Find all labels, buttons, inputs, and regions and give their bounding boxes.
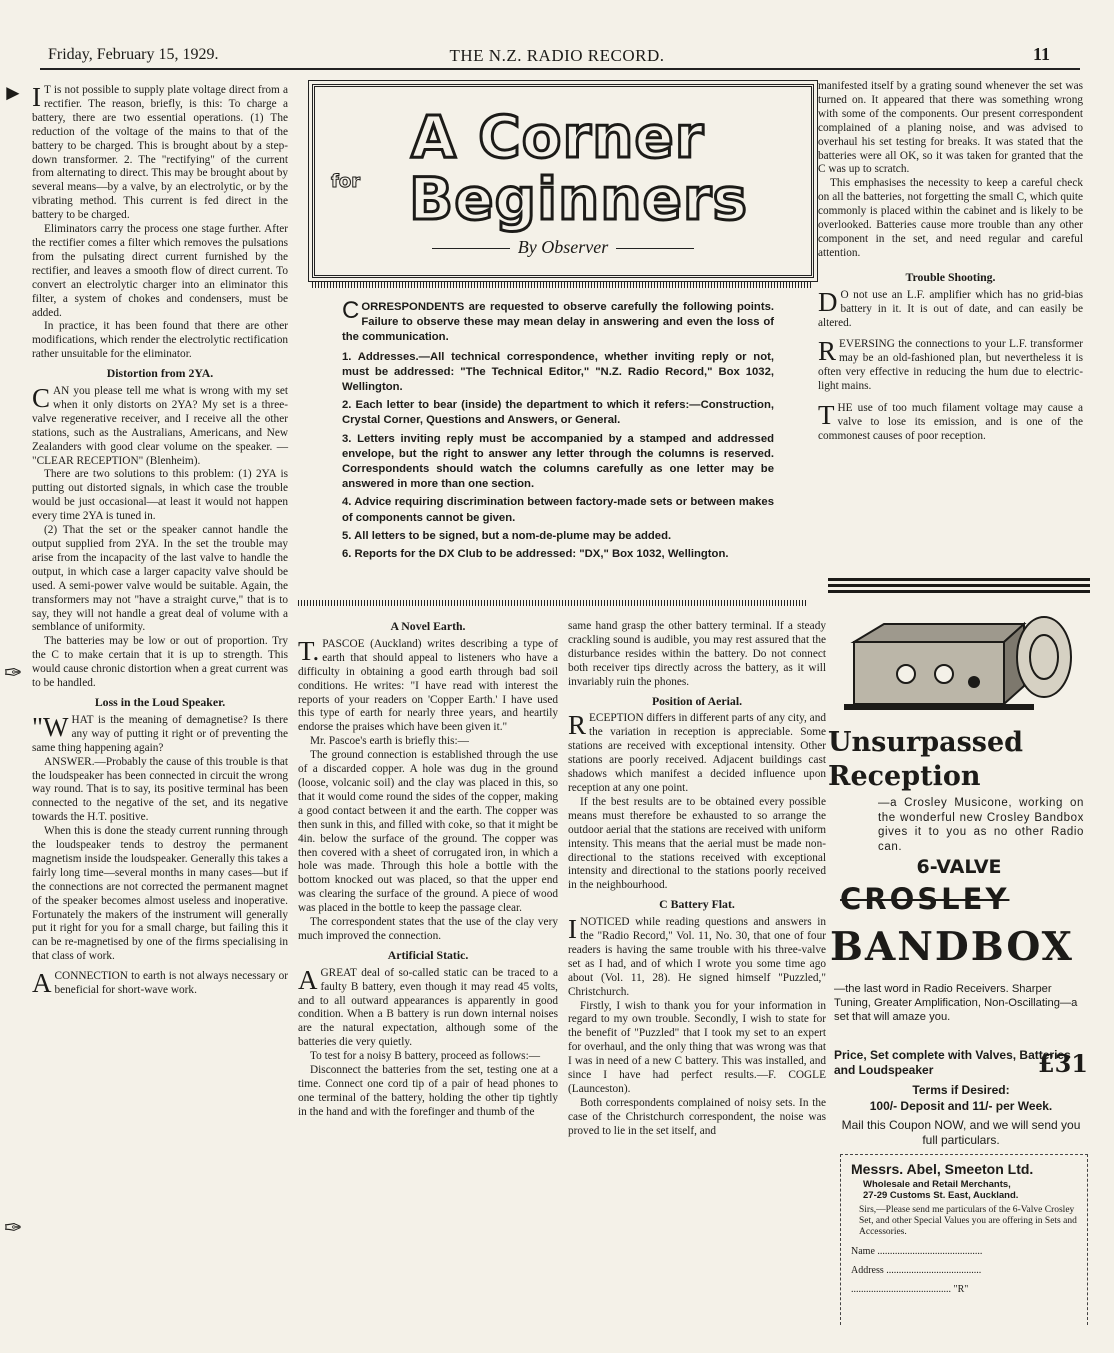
paragraph: If the best results are to be obtained every possible means must therefore be exhausted to so arrange the outdoor aerial that the stations are received with uniform intensity. This means that the aerial must be made non-directional to the stations received with exceptional intensity and directional to the stations poorly received in the neighbourhood. bbox=[568, 795, 826, 892]
paragraph: Eliminators carry the process one stage further. After the rectifier comes a filter which removes the pulsations from the pulsating direct current furnished by the rectifier, and leaves a smooth flow of direct current. To convert an electrolytic charger into an eliminator this filter, a system of chokes and condensers, must be added. bbox=[32, 223, 288, 319]
coupon-firm: Messrs. Abel, Smeeton Ltd. bbox=[851, 1161, 1034, 1177]
banner-title-line2: Beginners bbox=[409, 165, 748, 233]
banner-title-line1: A Corner bbox=[411, 103, 705, 171]
page-number: 11 bbox=[1032, 44, 1050, 64]
divider bbox=[298, 600, 808, 606]
paragraph: same hand grasp the other battery terminal. If a steady crackling sound is audible, you may rest assured that the disturbance resides within the battery. Do not connect both receiver tips directly across the battery, as it will invariably ruin the phones. bbox=[568, 620, 826, 688]
ad-rules bbox=[828, 578, 1090, 593]
paragraph: D O not use an L.F. amplifier which has no grid-bias battery in it. It is out of date, and can easily be altered. bbox=[818, 286, 1083, 329]
section-heading-trouble: Trouble Shooting. bbox=[905, 269, 996, 284]
ad-headline: Unsurpassed Reception bbox=[828, 727, 1024, 792]
paragraph: The ground connection is established through the use of a discarded copper. A hole was dug in the ground (loose, volcanic soil) and the clay was placed in this, so that it would come round the sides of the copper, making a good contact between it and the earth. The copper was then sunk in this, and filled with coke, so that it might be 4in. below the surface of the ground. The copper was then covered with a sheet of corrugated iron, in which a hole was made. Through this hole a bottle with the bottom knocked out was placed, so that the upper end was clearing the surface of the ground. A piece of wood was placed in the bottle to keep the passage clear. bbox=[298, 749, 558, 915]
column-3 bbox=[568, 620, 826, 1139]
drop-cap: R bbox=[568, 710, 587, 741]
notice-point: 4. Advice requiring discrimination between factory-made sets or between makes of components cannot be given. bbox=[342, 496, 774, 524]
paragraph: Firstly, I wish to thank you for your information in regard to my own trouble. Secondly, I wish to state for the benefit of "Puzzled" that I took my set to an expert for overhaul, and the only thing that was wrong was that I was in need of a new C battery. This was installed, and since I have had perfect results.—F. COGLE (Launceston). bbox=[568, 999, 826, 1095]
paragraph: This emphasises the necessity to keep a careful check on all the batteries, not forgetting the small C, which quite commonly is placed within the cabinet and is likely to be overlooked. Batteries cause more trouble than any other component in the set, and need regular and careful attention. bbox=[818, 177, 1083, 259]
coupon-form bbox=[840, 1154, 1088, 1325]
paragraph: Mr. Pascoe's earth is briefly this:— bbox=[310, 735, 469, 748]
drop-cap: T bbox=[818, 400, 835, 431]
paragraph: RECEPTION differs in different parts of any city, and the variation in reception is appreciable. Some stations are received with exceptional intensity. Other stations are poorly received. Adjacent buildings cast shadows which manifest a decided influence upon reception at any one point. bbox=[568, 710, 826, 794]
coupon-extra-line[interactable]: ........................................ "R" bbox=[851, 1284, 969, 1295]
ad-price-block bbox=[834, 1048, 1088, 1078]
drop-cap: A bbox=[32, 968, 52, 999]
section-heading-cbattery: C Battery Flat. bbox=[659, 897, 735, 912]
issue-date: Friday, February 15, 1929. bbox=[48, 46, 219, 63]
notice-point: 1. Addresses.—All technical correspondence, whether inviting reply or not, must be addressed: "The Technical Editor," "N.Z. Radio Record," Box 1032, Wellington. bbox=[342, 350, 774, 394]
notice-point: 5. All letters to be signed, but a nom-de-plume may be added. bbox=[342, 529, 672, 542]
publication-title: THE N.Z. RADIO RECORD. bbox=[449, 46, 665, 65]
paragraph: INOTICED while reading questions and answers in the "Radio Record," Vol. 11, No. 30, that one of four readers is having the same trouble with his three-valve set as I had, and of which I wrote you some time ago about (Vol. 11, 28). He signed himself "Puzzled," Christchurch. bbox=[568, 914, 826, 998]
section-heading-loss: Loss in the Loud Speaker. bbox=[94, 694, 226, 709]
paragraph: The batteries may be low or out of proportion. Try the C to make certain that it is up to strength. This would cause chronic distortion when a great current was to be handled. bbox=[32, 635, 288, 690]
ad-terms-detail: 100/- Deposit and 11/- per Week. bbox=[869, 1099, 1053, 1113]
drop-cap: D bbox=[818, 286, 838, 317]
drop-cap: T. bbox=[298, 635, 320, 666]
notice-lead: CORRESPONDENTS are requested to observe carefully the following points. Failure to observe these may mean delay in answering and even the loss of the communication. bbox=[342, 297, 774, 344]
correspondents-notice bbox=[342, 297, 774, 565]
ad-terms bbox=[834, 1082, 1088, 1114]
paragraph: When this is done the steady current running through the loudspeaker tends to destroy the permanent magnetism inside the loudspeaker. Generally this takes a fairly long time—several months in many cases—but if the connections are not corrected the permanent magnet of the speaker becomes almost useless and inoperative. Fortunately the makers of the instrument will generally put it right for you for a small charge, but failing this it can be re-magnetised by one of the firms specialising in that class of work. bbox=[32, 825, 288, 963]
ad-valve-label: 6-VALVE bbox=[916, 856, 1002, 878]
paragraph: In practice, it has been found that there are other modifications, which render the electrolytic rectification rather unsuitable for the eliminator. bbox=[32, 320, 288, 361]
ad-mail-text: Mail this Coupon NOW, and we will send you full particulars. bbox=[841, 1118, 1081, 1147]
drop-cap: "W bbox=[32, 711, 69, 742]
paragraph: CAN you please tell me what is wrong with my set when it only distorts on 2YA? My set is a three-valve regenerative receiver, and I receive all the other stations, such as the Australians, Americans, and New Zealanders with good clear volume on the speaker. — "CLEAR RECEPTION" (Blenheim). bbox=[32, 383, 288, 467]
drop-cap: I bbox=[32, 82, 41, 112]
paragraph: THE use of too much filament voltage may cause a valve to lose its emission, and is one of the commonest causes of poor reception. bbox=[818, 400, 1083, 442]
paragraph: "WHAT is the meaning of demagnetise? Is there any way of putting it right or of preventing the same thing happening again? bbox=[32, 711, 288, 754]
banner-byline: By Observer bbox=[315, 237, 811, 258]
notice-point: 2. Each letter to bear (inside) the department to which it refers:—Construction, Crystal Corner, Questions and Answers, or General. bbox=[342, 399, 774, 427]
ad-terms-title: Terms if Desired: bbox=[912, 1083, 1010, 1097]
drop-cap: A bbox=[298, 964, 318, 995]
drop-cap: I bbox=[568, 914, 577, 945]
paragraph: ACONNECTION to earth is not always necessary or beneficial for short-wave work. bbox=[32, 968, 288, 999]
paragraph: I T is not possible to supply plate voltage direct from a rectifier. The reason, briefly, is this: To charge a battery, there are two essential operations. (1) The reduction of the voltage of the mains to that of the battery to be charged. This is brought about by a step-down transformer. 2. The "rectifying" of the current from alternating to direct. This may be brought about by several means—by a valve, by an electrolytic, or by the vibrating method. This current is fed direct in the battery to be charged. bbox=[32, 82, 288, 222]
page-header bbox=[0, 18, 1114, 65]
divider bbox=[312, 282, 812, 288]
ad-subtext: —a Crosley Musicone, working on the wonderful new Crosley Bandbox gives it to you as no other Radio can. bbox=[878, 797, 1084, 853]
coupon-address-line1: Wholesale and Retail Merchants, bbox=[863, 1179, 1011, 1190]
ad-crosley-logo: CROSLEY bbox=[840, 882, 1010, 916]
section-heading-earth: A Novel Earth. bbox=[390, 619, 466, 633]
notice-point: 3. Letters inviting reply must be accompanied by a stamped and addressed envelope, but the right to answer any letter through the columns is reserved. Correspondents should watch the columns carefully as one letter may be answered in more than one section. bbox=[342, 432, 774, 491]
corner-banner bbox=[312, 84, 814, 278]
paragraph: AGREAT deal of so-called static can be traced to a faulty B battery, even though it may read 45 volts, and to all outward appearances is apparently in good condition. When a B battery is run down internal noises are the natural expectation, although some of the batteries die very quietly. bbox=[298, 964, 558, 1049]
paragraph: Disconnect the batteries from the set, testing one at a time. Connect one cord tip of a pair of head phones to one terminal of the battery, holding the other tip tightly in the hand and with the forefinger and thumb of the bbox=[298, 1064, 558, 1118]
drop-cap: C bbox=[342, 297, 360, 324]
paragraph: To test for a noisy B battery, proceed as follows:— bbox=[310, 1050, 541, 1063]
crosley-advertisement bbox=[828, 578, 1090, 1338]
notice-point: 6. Reports for the DX Club to be addressed: "DX," Box 1032, Wellington. bbox=[342, 548, 729, 561]
ad-body-text: —the last word in Radio Receivers. Sharper Tuning, Greater Amplification, Non-Oscillating—a set that will amaze you. bbox=[834, 983, 1078, 1024]
paragraph: The correspondent states that the use of the clay very much improved the connection. bbox=[298, 916, 558, 942]
section-heading-distortion: Distortion from 2YA. bbox=[106, 366, 214, 381]
paragraph: ANSWER.—Probably the cause of this trouble is that the loudspeaker has been connected in circuit the wrong way round. That is to say, its positive terminal has been connected to the negative of the set, and its negative towards the H.T. positive. bbox=[32, 755, 288, 824]
coupon-address-field[interactable]: Address ...................................... bbox=[851, 1265, 982, 1276]
coupon-name-field[interactable]: Name .......................................... bbox=[851, 1246, 983, 1257]
radio-set-illustration bbox=[844, 612, 1074, 724]
margin-pointer-icon: ► bbox=[2, 80, 24, 105]
margin-pointer-icon: ✑ bbox=[4, 660, 23, 685]
ad-price: £31 bbox=[1037, 1049, 1088, 1078]
paragraph: There are two solutions to this problem: (1) 2YA is putting out distorted signals, in which case the trouble would be just occasional—at least it would not happen every time 2YA is tuned in. bbox=[32, 468, 288, 523]
paragraph: T. PASCOE (Auckland) writes describing a type of earth that should appeal to listeners who have a difficulty in obtaining a good earth through bad soil conditions. He writes: "I have read with interest the reports of your readers on 'Copper Earth.' I have used this type of earth for nearly three years, and heartily endorse the praises which have been given it." bbox=[298, 635, 558, 734]
column-1 bbox=[32, 84, 288, 998]
paragraph: Both correspondents complained of noisy sets. In the case of the Christchurch correspondent, the noise was proved to lie in the set itself, and bbox=[568, 1096, 826, 1137]
paragraph: REVERSING the connections to your L.F. transformer may be an old-fashioned plan, but nevertheless it is often very effective in reducing the hum due to electric-light mains. bbox=[818, 336, 1083, 393]
header-rule bbox=[40, 68, 1080, 70]
paragraph: (2) That the set or the speaker cannot handle the output supplied from 2YA. In the set the trouble may arise from the incapacity of the last valve to handle the output, in which case a larger capacity valve should be used. A semi-power valve would be suitable. Again, the transformers may not "have a straight curve," that is to say, they will not handle a great deal of volume with a semblance of uniformity. bbox=[32, 524, 288, 634]
drop-cap: R bbox=[818, 336, 837, 367]
column-4 bbox=[818, 80, 1083, 444]
drop-cap: C bbox=[32, 383, 51, 414]
banner-for: for bbox=[331, 171, 361, 192]
ad-body bbox=[834, 982, 1088, 1029]
coupon-request: Sirs,—Please send me particulars of the 6-Valve Crosley Set, and other Special Values you are offering in Sets and Accessories. bbox=[859, 1205, 1077, 1237]
paragraph: manifested itself by a grating sound whenever the set was turned on. It appeared that there was something wrong with some of the components. Our present correspondent complained of a planing noise, and was advised to overhaul his set testing for breaks. It was stated that the batteries were all OK, so it was taken for granted that the C was up to scratch. bbox=[818, 80, 1083, 176]
margin-pointer-icon: ✑ bbox=[4, 1215, 23, 1240]
ad-bandbox-title: BANDBOX bbox=[830, 924, 1074, 970]
coupon-address-line2: 27-29 Customs St. East, Auckland. bbox=[863, 1190, 1019, 1201]
section-heading-static: Artificial Static. bbox=[387, 947, 469, 962]
column-2 bbox=[298, 620, 558, 1120]
ad-price-text: Price, Set complete with Valves, Batteries and Loudspeaker bbox=[834, 1048, 1071, 1077]
section-heading-aerial: Position of Aerial. bbox=[651, 693, 743, 708]
